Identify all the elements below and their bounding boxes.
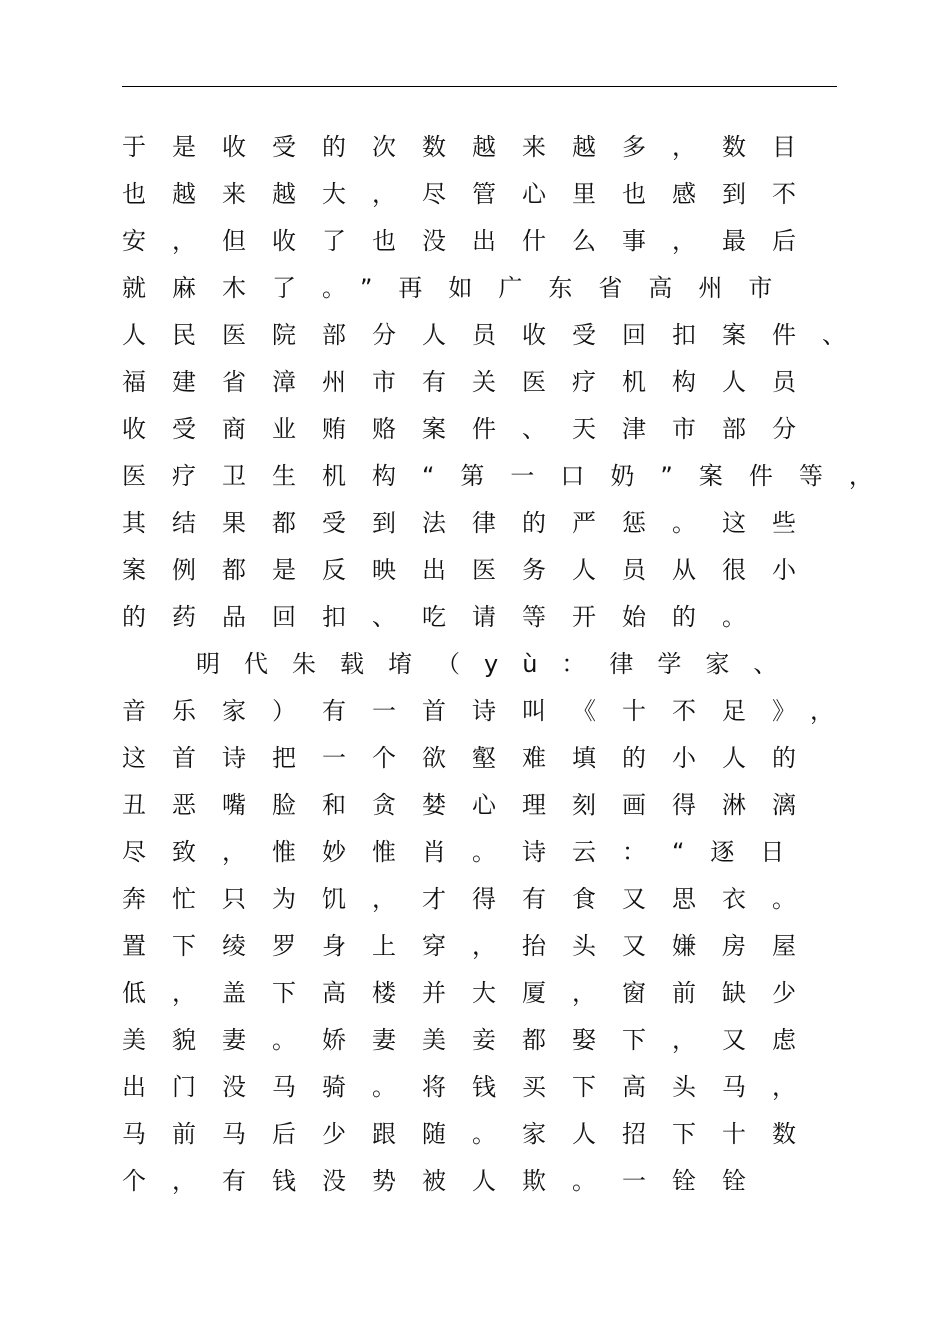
text-line: 奔忙只为饥，才得有食又思衣。	[122, 885, 822, 913]
text-line: 安，但收了也没出什么事，最后	[122, 227, 822, 255]
body-text	[122, 124, 899, 1205]
text-line: 案例都是反映出医务人员从很小	[122, 556, 822, 584]
text-line: 也越来越大，尽管心里也感到不	[122, 180, 822, 208]
text-line: 医疗卫生机构“第一口奶”案件等，	[122, 462, 899, 490]
text-line: 个，有钱没势被人欺。一铨铨	[122, 1167, 772, 1195]
text-line: 丑恶嘴脸和贪婪心理刻画得淋漓	[122, 791, 822, 819]
text-line: 出门没马骑。将钱买下高头马，	[122, 1073, 822, 1101]
text-line: 其结果都受到法律的严惩。这些	[122, 509, 822, 537]
text-line: 尽致，惟妙惟肖。诗云：“逐日	[122, 838, 811, 866]
text-line: 人民医院部分人员收受回扣案件、	[122, 321, 872, 349]
text-line: 福建省漳州市有关医疗机构人员	[122, 368, 822, 396]
text-line: 美貌妻。娇妻美妾都娶下，又虑	[122, 1026, 822, 1054]
text-line: 的药品回扣、吃请等开始的。	[122, 603, 772, 631]
paragraph-start-line: 明代朱载堉（yù：律学家、	[196, 650, 802, 678]
text-line: 这首诗把一个欲壑难填的小人的	[122, 744, 822, 772]
text-line: 马前马后少跟随。家人招下十数	[122, 1120, 822, 1148]
text-line: 于是收受的次数越来越多，数目	[122, 133, 822, 161]
text-line: 置下绫罗身上穿，抬头又嫌房屋	[122, 932, 822, 960]
header-rule	[122, 86, 837, 87]
text-line: 收受商业贿赂案件、天津市部分	[122, 415, 822, 443]
text-line: 低，盖下高楼并大厦，窗前缺少	[122, 979, 822, 1007]
text-line: 就麻木了。”再如广东省高州市	[122, 274, 799, 302]
text-line: 音乐家）有一首诗叫《十不足》，	[122, 697, 860, 725]
